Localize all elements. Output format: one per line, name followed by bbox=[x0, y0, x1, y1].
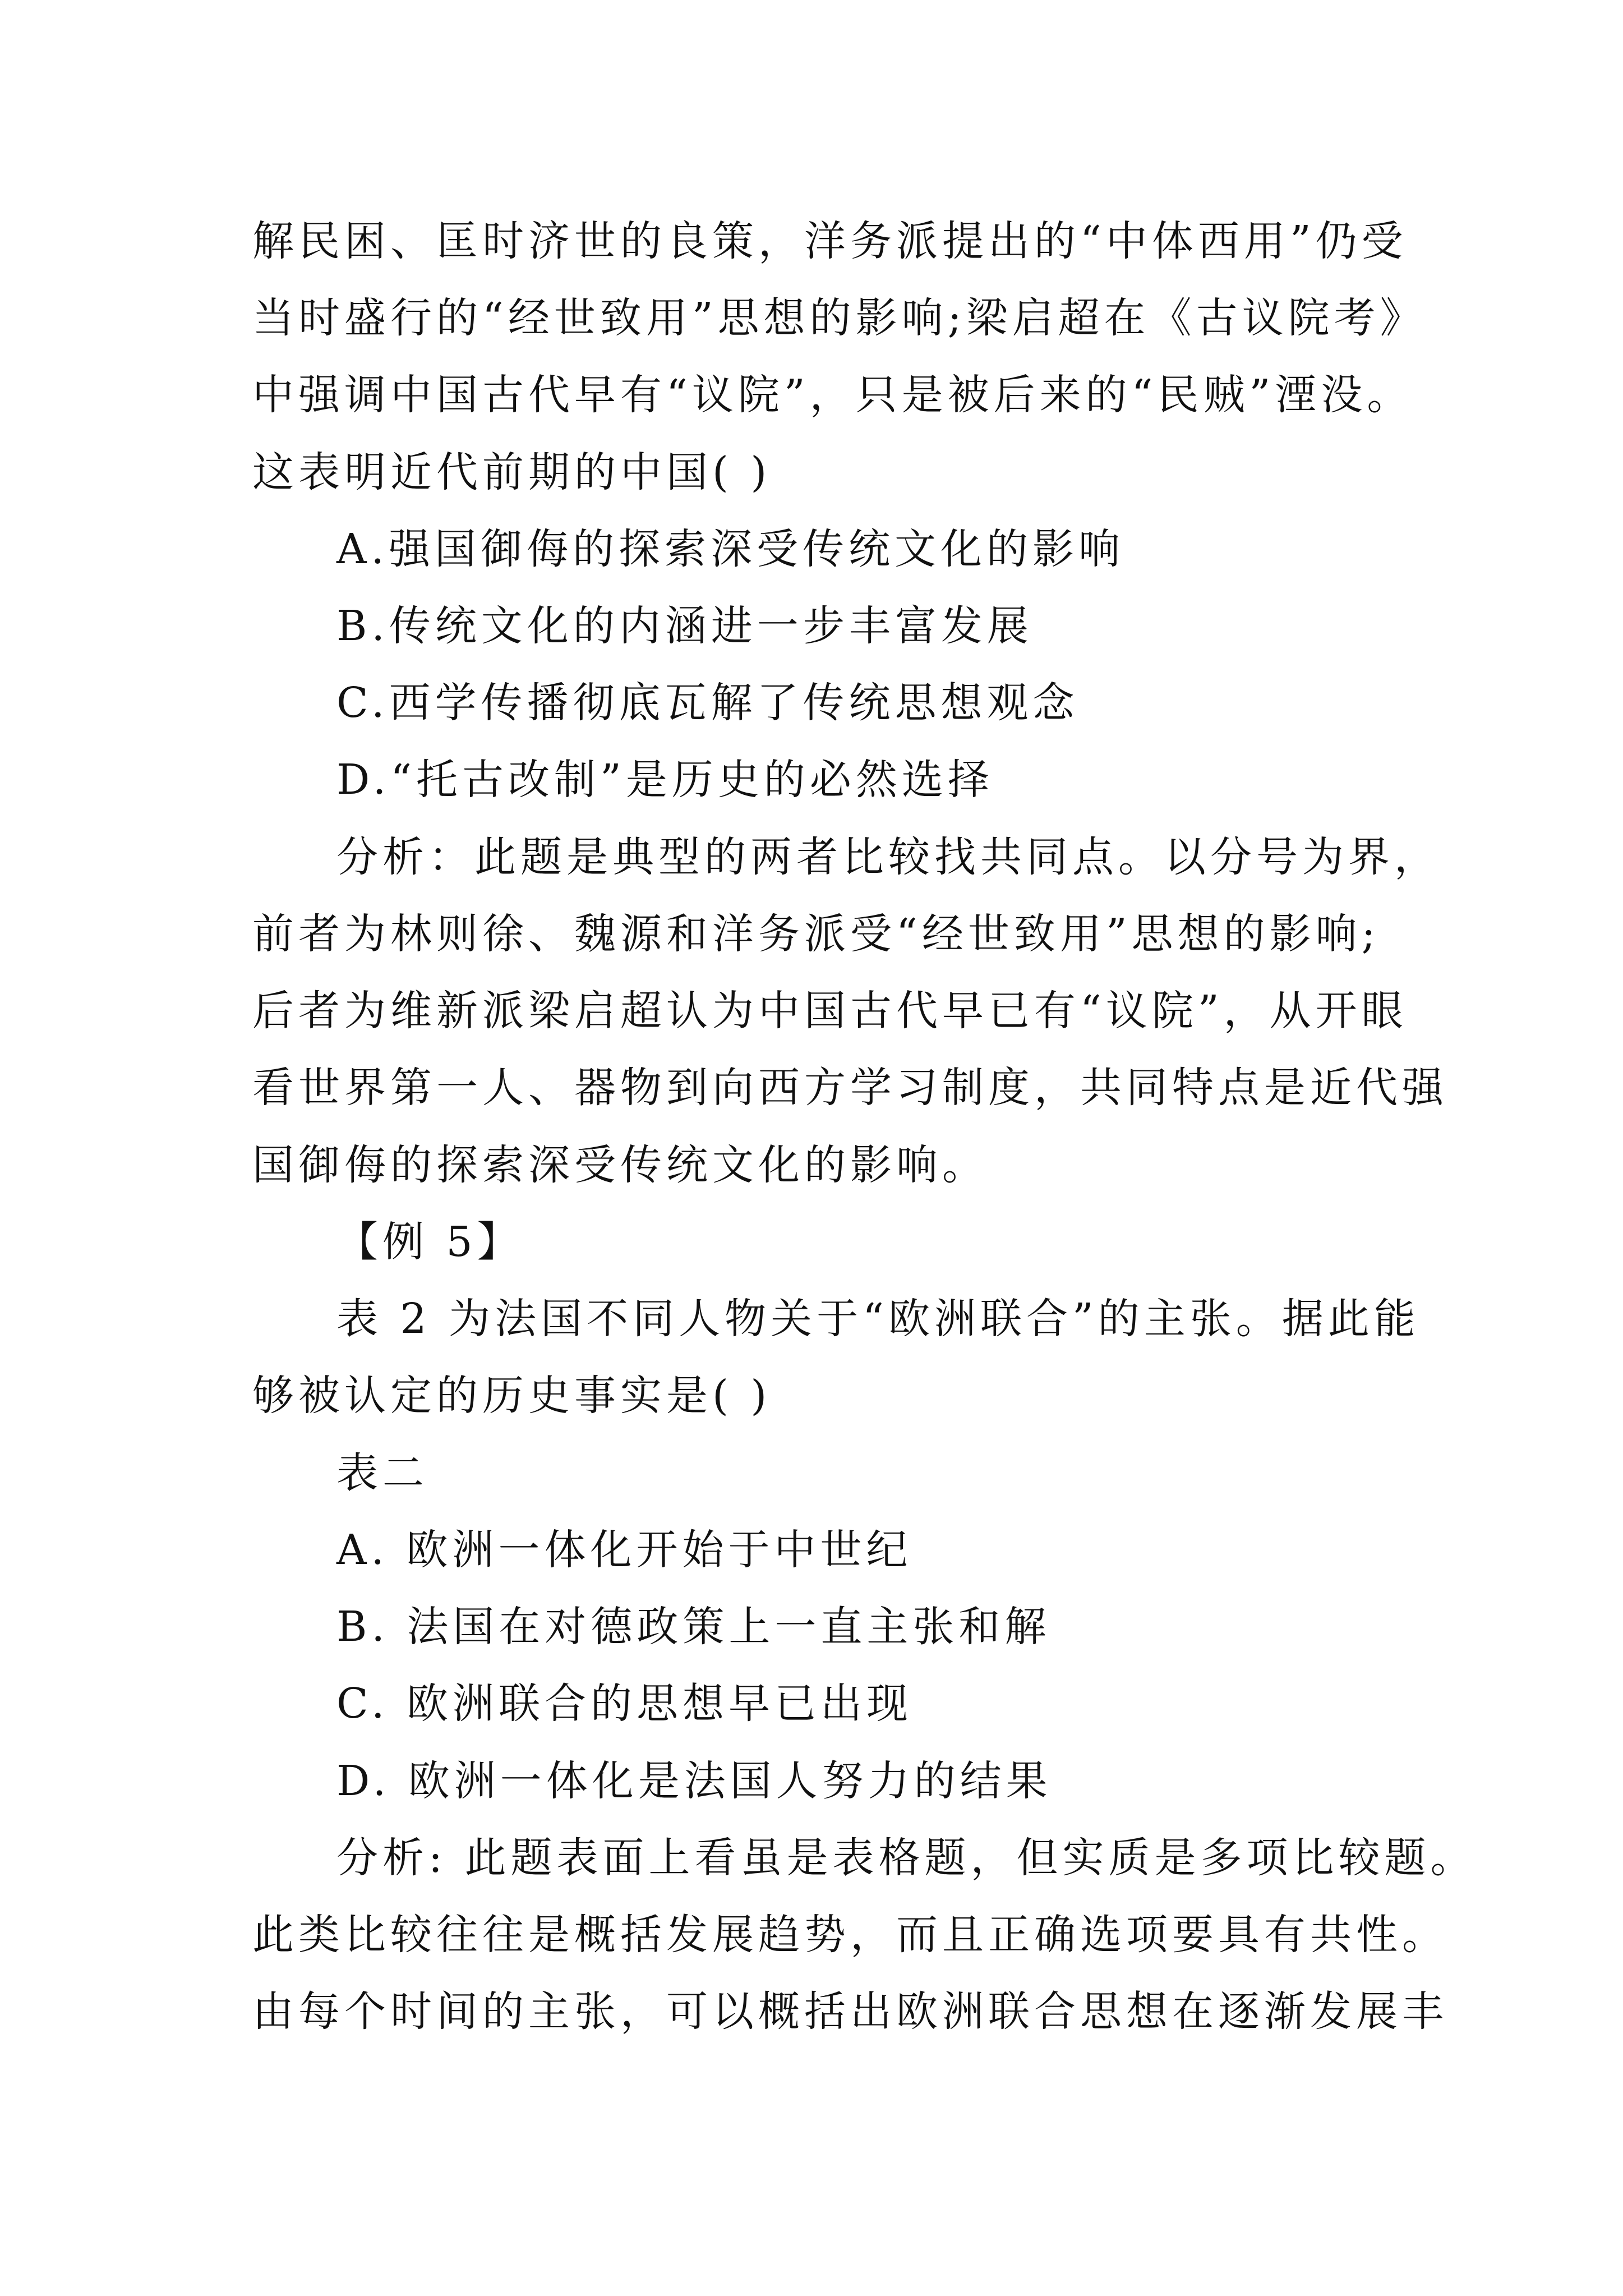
analysis-line: 前者为林则徐、魏源和洋务派受“经世致用”思想的影响; bbox=[252, 910, 1380, 958]
paragraph-line: 中强调中国古代早有“议院”，只是被后来的“民贼”湮没。 bbox=[252, 371, 1413, 419]
option-a: A. 欧洲一体化开始于中世纪 bbox=[336, 1526, 912, 1574]
example-heading: 【例 5】 bbox=[336, 1218, 523, 1266]
table-caption: 表二 bbox=[336, 1449, 428, 1497]
question-stem-line: 表 2 为法国不同人物关于“欧洲联合”的主张。据此能 bbox=[336, 1295, 1420, 1343]
analysis-line: 此类比较往往是概括发展趋势，而且正确选项要具有共性。 bbox=[252, 1911, 1448, 1959]
question-stem-line: 这表明近代前期的中国( ) bbox=[252, 448, 772, 496]
analysis-line: 由每个时间的主张，可以概括出欧洲联合思想在逐渐发展丰 bbox=[252, 1987, 1448, 2036]
analysis-line: 国御侮的探索深受传统文化的影响。 bbox=[252, 1141, 988, 1189]
analysis-line: 看世界第一人、器物到向西方学习制度，共同特点是近代强 bbox=[252, 1064, 1448, 1112]
option-b: B.传统文化的内涵进一步丰富发展 bbox=[336, 602, 1033, 650]
question-stem-line: 够被认定的历史事实是( ) bbox=[252, 1372, 772, 1420]
option-c: C. 欧洲联合的思想早已出现 bbox=[336, 1680, 913, 1728]
analysis-line: 后者为维新派梁启超认为中国古代早已有“议院”，从开眼 bbox=[252, 987, 1408, 1035]
analysis-line: 分析: 此题表面上看虽是表格题，但实质是多项比较题。 bbox=[336, 1834, 1477, 1882]
option-a: A.强国御侮的探索深受传统文化的影响 bbox=[336, 525, 1124, 573]
paragraph-line: 当时盛行的“经世致用”思想的影响;梁启超在《古议院考》 bbox=[252, 294, 1426, 342]
option-d: D.“托古改制”是历史的必然选择 bbox=[336, 756, 994, 804]
paragraph-line: 解民困、匡时济世的良策，洋务派提出的“中体西用”仍受 bbox=[252, 217, 1408, 265]
option-b: B. 法国在对德政策上一直主张和解 bbox=[336, 1603, 1051, 1651]
analysis-line: 分析：此题是典型的两者比较找共同点。以分号为界， bbox=[336, 833, 1440, 881]
option-c: C.西学传播彻底瓦解了传统思想观念 bbox=[336, 679, 1079, 727]
option-d: D. 欧洲一体化是法国人努力的结果 bbox=[336, 1757, 1052, 1805]
